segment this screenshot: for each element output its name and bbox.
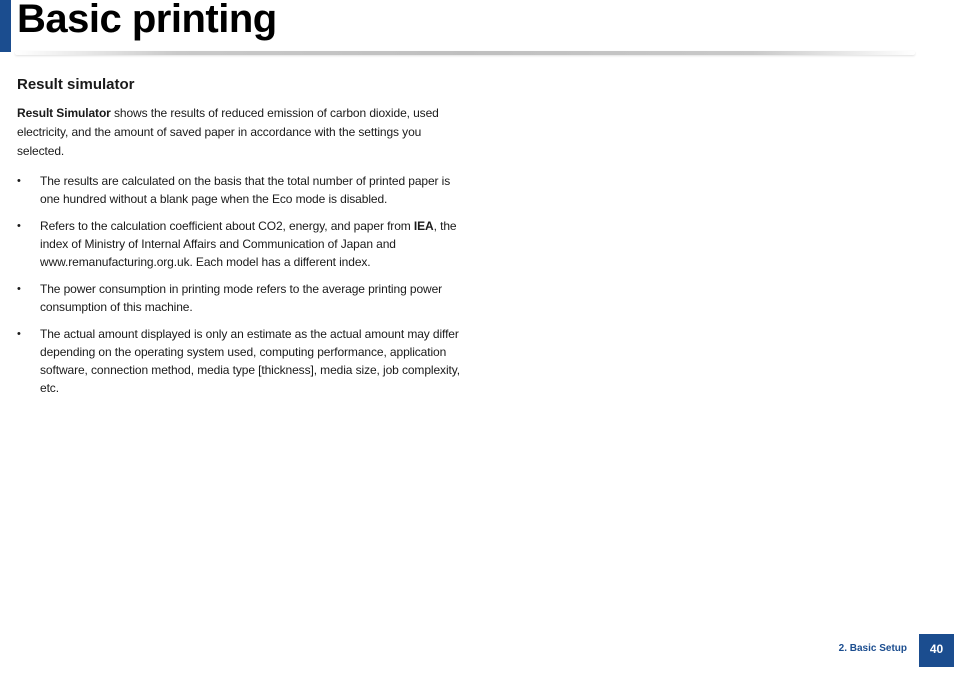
footer-chapter-link[interactable]: 2. Basic Setup: [838, 643, 907, 654]
list-item-text-continued: , the index of Ministry of Internal Affairs and Communication of Japan and www.remanufacturing.org.uk. Each model has a different index.: [40, 219, 457, 269]
intro-bold-term: Result Simulator: [17, 106, 111, 120]
list-item: [17, 325, 469, 397]
page-number-badge: 40: [919, 634, 954, 667]
list-item-text: The results are calculated on the basis that the total number of printed paper is one hundred without a blank page when the Eco mode is disabled.: [40, 174, 451, 206]
section-heading: Result simulator: [17, 76, 135, 93]
list-item: [17, 280, 469, 316]
list-item-text: The actual amount displayed is only an estimate as the actual amount may differ depending on the operating system used, computing performance, application software, connection method, media type [thickness], media size, job complexity, etc.: [40, 327, 460, 395]
intro-paragraph: [17, 104, 469, 161]
list-item: [17, 172, 469, 208]
bullet-marker: •: [17, 328, 21, 340]
bullet-marker: •: [17, 220, 21, 232]
list-item-text: The power consumption in printing mode refers to the average printing power consumption of this machine.: [40, 282, 443, 314]
page-title: Basic printing: [17, 0, 277, 41]
title-divider: [15, 51, 915, 55]
list-item-text: Refers to the calculation coefficient about CO2, energy, and paper from: [40, 219, 414, 233]
intro-text: shows the results of reduced emission of carbon dioxide, used electricity, and the amount of saved paper in accordance with the settings you selected.: [17, 106, 439, 158]
list-item: [17, 217, 469, 271]
bullet-marker: •: [17, 283, 21, 295]
title-accent-bar: [0, 0, 11, 52]
bullet-list: [17, 172, 469, 406]
bullet-marker: •: [17, 175, 21, 187]
list-item-bold-term: IEA: [413, 219, 434, 233]
